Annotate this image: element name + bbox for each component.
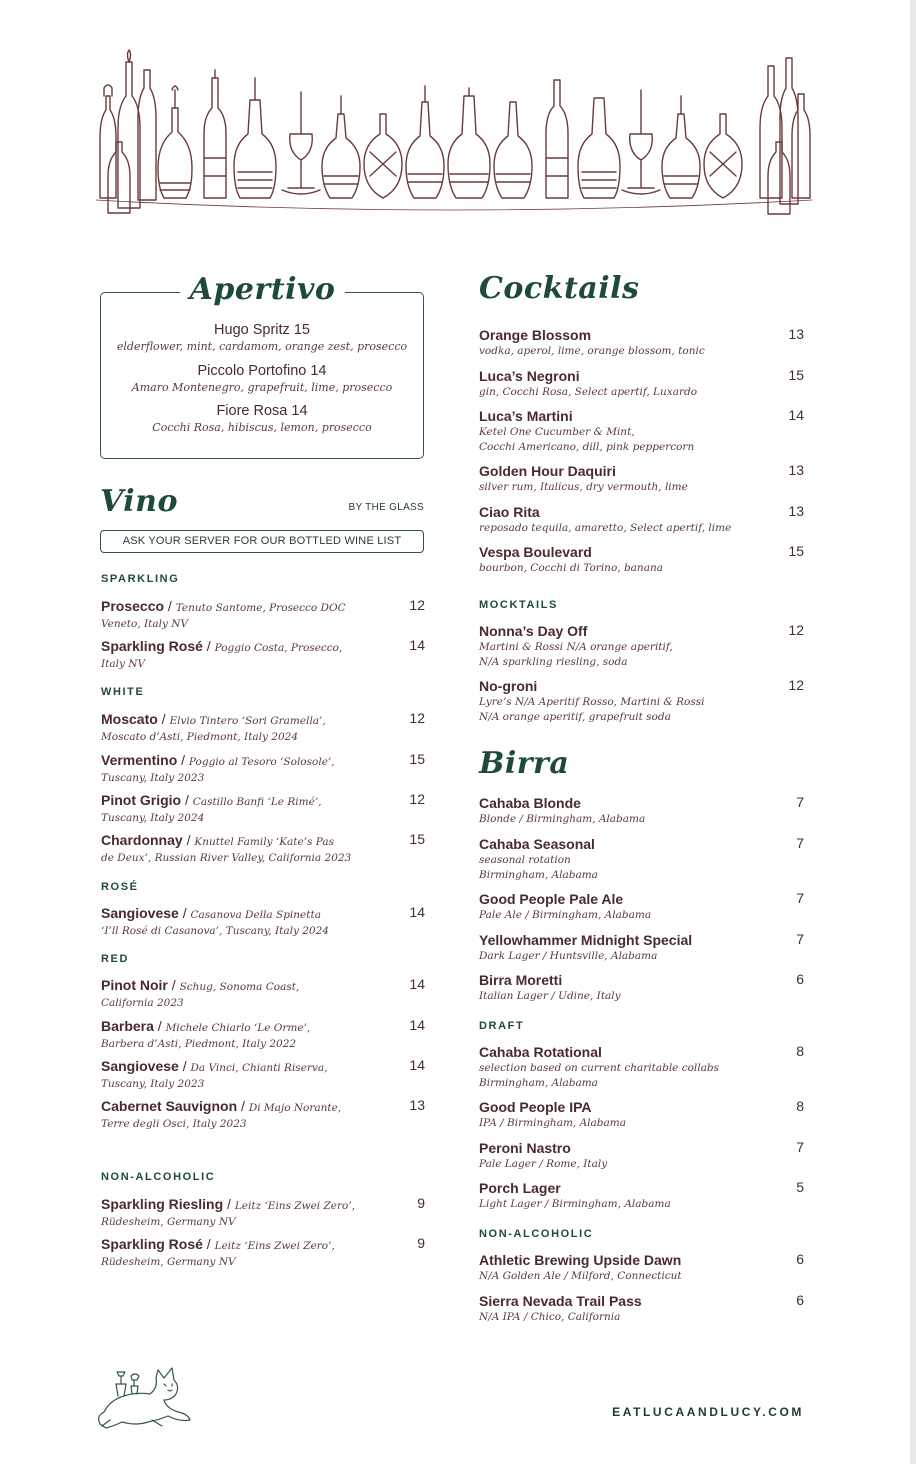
beer-price: 7 xyxy=(796,835,804,851)
beer-item xyxy=(479,890,804,923)
na-beer-price: 6 xyxy=(796,1292,804,1308)
beer-name: Birra Moretti xyxy=(479,972,563,988)
draft-desc: Light Lager / Birmingham, Alabama xyxy=(479,1198,671,1210)
wine-name: Moscato xyxy=(101,711,158,727)
beer-price: 7 xyxy=(796,931,804,947)
draft-name: Peroni Nastro xyxy=(479,1140,571,1156)
aperitivo-item-desc: elderflower, mint, cardamom, orange zest, prosecco xyxy=(116,340,408,353)
draft-name: Good People IPA xyxy=(479,1099,592,1115)
draft-desc: Pale Lager / Rome, Italy xyxy=(479,1158,608,1170)
wine-producer: Da Vinci, Chianti Riserva, xyxy=(190,1062,328,1074)
aperitivo-item-desc: Amaro Montenegro, grapefruit, lime, prosecco xyxy=(131,381,393,394)
wine-producer: Leitz ‘Eins Zwei Zero’, xyxy=(234,1200,356,1212)
aperitivo-title: Apertivo xyxy=(180,268,345,312)
by-the-glass-label: BY THE GLASS xyxy=(348,502,424,513)
cocktail-desc: silver rum, Italicus, dry vermouth, lime xyxy=(479,481,688,493)
wine-name: Barbera xyxy=(101,1018,154,1034)
wine-name: Sparkling Rosé xyxy=(101,638,203,654)
wine-producer: Schug, Sonoma Coast, xyxy=(179,981,300,993)
beer-desc: Pale Ale / Birmingham, Alabama xyxy=(479,909,652,921)
draft-desc: Birmingham, Alabama xyxy=(479,1077,598,1089)
cocktail-name: Ciao Rita xyxy=(479,504,540,520)
section-red: RED xyxy=(101,953,130,965)
wine-origin: Barbera d’Asti, Piedmont, Italy 2022 xyxy=(101,1038,297,1050)
section-beer-non-alcoholic: NON-ALCOHOLIC xyxy=(479,1228,594,1240)
wine-origin: de Deux’, Russian River Valley, California 2023 xyxy=(101,852,352,864)
cocktail-desc: bourbon, Cocchi di Torino, banana xyxy=(479,562,663,574)
birra-title: Birra xyxy=(479,746,570,781)
cocktail-price: 15 xyxy=(788,543,804,559)
draft-item xyxy=(479,1043,804,1091)
wine-price: 13 xyxy=(409,1097,425,1113)
beer-item xyxy=(479,835,804,883)
wine-name: Vermentino xyxy=(101,752,178,768)
wine-price: 9 xyxy=(417,1235,425,1251)
cocktail-name: Vespa Boulevard xyxy=(479,544,592,560)
cocktail-price: 13 xyxy=(788,462,804,478)
mocktail-price: 12 xyxy=(788,622,804,638)
cocktail-name: Orange Blossom xyxy=(479,327,592,343)
wine-price: 14 xyxy=(409,904,425,920)
wine-item: Vermentino / Poggio al Tesoro ‘Solosole’, 15 Tuscany, Italy 2023 xyxy=(101,751,425,784)
bottled-wine-notice: ASK YOUR SERVER FOR OUR BOTTLED WINE LIST xyxy=(100,530,424,553)
beer-desc: Birmingham, Alabama xyxy=(479,869,598,881)
beer-desc: Blonde / Birmingham, Alabama xyxy=(479,813,646,825)
wine-price: 14 xyxy=(409,976,425,992)
beer-name: Cahaba Blonde xyxy=(479,795,581,811)
section-mocktails: MOCKTAILS xyxy=(479,599,558,611)
wine-name: Sparkling Rosé xyxy=(101,1236,203,1252)
wine-name: Pinot Grigio xyxy=(101,792,182,808)
aperitivo-item-desc: Cocchi Rosa, hibiscus, lemon, prosecco xyxy=(152,421,372,434)
mocktail-item xyxy=(479,622,804,670)
cocktail-price: 13 xyxy=(788,326,804,342)
cocktail-item xyxy=(479,407,804,455)
cocktail-desc: reposado tequila, amaretto, Select apertif, lime xyxy=(479,522,732,534)
wine-producer: Knuttel Family ‘Kate’s Pas xyxy=(194,836,335,848)
draft-desc: IPA / Birmingham, Alabama xyxy=(479,1117,626,1129)
mocktail-name: Nonna’s Day Off xyxy=(479,623,588,639)
aperitivo-item xyxy=(100,402,424,435)
draft-price: 8 xyxy=(796,1098,804,1114)
wine-price: 14 xyxy=(409,637,425,653)
wine-name: Prosecco xyxy=(101,598,165,614)
aperitivo-item xyxy=(100,362,424,395)
wine-producer: Michele Chiarlo ‘Le Orme’, xyxy=(165,1022,311,1034)
wine-price: 12 xyxy=(409,791,425,807)
beer-price: 7 xyxy=(796,890,804,906)
cocktail-desc: Cocchi Americano, dill, pink peppercorn xyxy=(479,441,695,453)
mocktail-price: 12 xyxy=(788,677,804,693)
beer-item xyxy=(479,931,804,964)
wine-origin: Tuscany, Italy 2024 xyxy=(101,812,205,824)
wine-item: Pinot Noir / Schug, Sonoma Coast, 14 California 2023 xyxy=(101,976,425,1009)
wine-name: Chardonnay xyxy=(101,832,183,848)
draft-desc: selection based on current charitable collabs xyxy=(479,1062,720,1074)
wine-price: 14 xyxy=(409,1017,425,1033)
section-white: WHITE xyxy=(101,686,145,698)
section-rose: ROSÉ xyxy=(101,881,139,893)
wine-producer: Poggio al Tesoro ‘Solosole’, xyxy=(188,756,335,768)
draft-item xyxy=(479,1139,804,1172)
cocktail-price: 14 xyxy=(788,407,804,423)
wine-origin: Rüdesheim, Germany NV xyxy=(101,1216,236,1228)
cocktail-desc: gin, Cocchi Rosa, Select apertif, Luxardo xyxy=(479,386,698,398)
mocktail-desc: N/A orange aperitif, grapefruit soda xyxy=(479,711,671,723)
aperitivo-item-name: Piccolo Portofino 14 xyxy=(197,363,327,379)
section-sparkling: SPARKLING xyxy=(101,573,180,585)
wine-item: Pinot Grigio / Castillo Banfi ‘Le Rimé’, 12 Tuscany, Italy 2024 xyxy=(101,791,425,824)
beer-price: 7 xyxy=(796,794,804,810)
beer-price: 6 xyxy=(796,971,804,987)
website-link[interactable]: EATLUCAANDLUCY.COM xyxy=(612,1405,804,1419)
bottles-illustration xyxy=(92,48,816,220)
cocktail-price: 13 xyxy=(788,503,804,519)
wine-producer: Tenuto Santome, Prosecco DOC xyxy=(175,602,346,614)
cocktail-item xyxy=(479,543,804,576)
wine-item: Cabernet Sauvignon / Di Majo Norante, 13 Terre degli Osci, Italy 2023 xyxy=(101,1097,425,1130)
na-beer-desc: N/A Golden Ale / Milford, Connecticut xyxy=(479,1270,682,1282)
draft-item xyxy=(479,1098,804,1131)
wine-item: Sparkling Rosé / Leitz ‘Eins Zwei Zero’, 9 Rüdesheim, Germany NV xyxy=(101,1235,425,1268)
cocktail-desc: Ketel One Cucumber & Mint, xyxy=(479,426,635,438)
wine-price: 9 xyxy=(417,1195,425,1211)
wine-item: Moscato / Elvio Tintero ‘Sori Gramella’, 12 Moscato d’Asti, Piedmont, Italy 2024 xyxy=(101,710,425,743)
cocktail-item xyxy=(479,503,804,536)
wine-producer: Di Majo Norante, xyxy=(248,1102,342,1114)
wine-price: 15 xyxy=(409,831,425,847)
wine-producer: Poggio Costa, Prosecco, xyxy=(214,642,343,654)
mocktail-name: No-groni xyxy=(479,678,538,694)
aperitivo-item-name: Fiore Rosa 14 xyxy=(216,403,308,419)
wine-item: Prosecco / Tenuto Santome, Prosecco DOC 12 Veneto, Italy NV xyxy=(101,597,425,630)
wine-name: Cabernet Sauvignon xyxy=(101,1098,238,1114)
wine-item: Chardonnay / Knuttel Family ‘Kate’s Pas 15 de Deux’, Russian River Valley, California 2023 xyxy=(101,831,425,864)
wine-origin: Veneto, Italy NV xyxy=(101,618,189,630)
cocktail-name: Luca’s Martini xyxy=(479,408,573,424)
wine-producer: Castillo Banfi ‘Le Rimé’, xyxy=(192,796,322,808)
wine-producer: Leitz ‘Eins Zwei Zero’, xyxy=(214,1240,335,1252)
beer-desc: Dark Lager / Huntsville, Alabama xyxy=(479,950,658,962)
wine-item: Sparkling Rosé / Poggio Costa, Prosecco, 14 Italy NV xyxy=(101,637,425,670)
wine-producer: Casanova Della Spinetta xyxy=(190,909,321,921)
draft-name: Porch Lager xyxy=(479,1180,561,1196)
na-beer-item xyxy=(479,1251,804,1284)
wine-origin: Rüdesheim, Germany NV xyxy=(101,1256,236,1268)
cocktail-desc: vodka, aperol, lime, orange blossom, tonic xyxy=(479,345,705,357)
wine-item: Sangiovese / Casanova Della Spinetta 14 ‘I’ll Rosé di Casanova’, Tuscany, Italy 2024 xyxy=(101,904,425,937)
wine-name: Sangiovese xyxy=(101,905,179,921)
draft-price: 7 xyxy=(796,1139,804,1155)
beer-item xyxy=(479,794,804,827)
wine-name: Pinot Noir xyxy=(101,977,168,993)
cocktail-price: 15 xyxy=(788,367,804,383)
draft-name: Cahaba Rotational xyxy=(479,1044,602,1060)
mocktail-desc: Lyre’s N/A Aperitif Rosso, Martini & Rossi xyxy=(479,696,705,708)
wine-item: Sangiovese / Da Vinci, Chianti Riserva, 14 Tuscany, Italy 2023 xyxy=(101,1057,425,1090)
cocktail-item xyxy=(479,326,804,359)
beer-desc: seasonal rotation xyxy=(479,854,571,866)
wine-name: Sangiovese xyxy=(101,1058,179,1074)
wine-item: Sparkling Riesling / Leitz ‘Eins Zwei Zero’, 9 Rüdesheim, Germany NV xyxy=(101,1195,425,1228)
beer-name: Good People Pale Ale xyxy=(479,891,624,907)
wine-name: Sparkling Riesling xyxy=(101,1196,224,1212)
section-wine-non-alcoholic: NON-ALCOHOLIC xyxy=(101,1171,216,1183)
na-beer-price: 6 xyxy=(796,1251,804,1267)
beer-desc: Italian Lager / Udine, Italy xyxy=(479,990,621,1002)
na-beer-item xyxy=(479,1292,804,1325)
section-draft: DRAFT xyxy=(479,1020,525,1032)
mocktail-desc: N/A sparkling riesling, soda xyxy=(479,656,628,668)
na-beer-name: Athletic Brewing Upside Dawn xyxy=(479,1252,682,1268)
dog-illustration xyxy=(92,1362,196,1432)
wine-origin: Moscato d’Asti, Piedmont, Italy 2024 xyxy=(101,731,299,743)
wine-origin: Tuscany, Italy 2023 xyxy=(101,1078,205,1090)
beer-name: Yellowhammer Midnight Special xyxy=(479,932,693,948)
mocktail-item xyxy=(479,677,804,725)
wine-origin: Italy NV xyxy=(101,658,146,670)
cocktail-name: Golden Hour Daquiri xyxy=(479,463,616,479)
wine-price: 14 xyxy=(409,1057,425,1073)
cocktail-name: Luca’s Negroni xyxy=(479,368,580,384)
wine-item: Barbera / Michele Chiarlo ‘Le Orme’, 14 Barbera d’Asti, Piedmont, Italy 2022 xyxy=(101,1017,425,1050)
aperitivo-item xyxy=(100,321,424,354)
draft-price: 8 xyxy=(796,1043,804,1059)
wine-price: 12 xyxy=(409,710,425,726)
aperitivo-item-name: Hugo Spritz 15 xyxy=(214,322,310,338)
wine-origin: Terre degli Osci, Italy 2023 xyxy=(101,1118,247,1130)
cocktail-item xyxy=(479,367,804,400)
wine-price: 15 xyxy=(409,751,425,767)
na-beer-name: Sierra Nevada Trail Pass xyxy=(479,1293,642,1309)
wine-producer: Elvio Tintero ‘Sori Gramella’, xyxy=(169,715,326,727)
wine-origin: Tuscany, Italy 2023 xyxy=(101,772,205,784)
mocktail-desc: Martini & Rossi N/A orange aperitif, xyxy=(479,641,673,653)
vino-title: Vino xyxy=(100,484,178,519)
draft-price: 5 xyxy=(796,1179,804,1195)
cocktail-item xyxy=(479,462,804,495)
beer-item xyxy=(479,971,804,1004)
wine-price: 12 xyxy=(409,597,425,613)
page-edge xyxy=(910,0,916,1464)
wine-origin: California 2023 xyxy=(101,997,184,1009)
na-beer-desc: N/A IPA / Chico, California xyxy=(479,1311,621,1323)
cocktails-title: Cocktails xyxy=(479,271,640,306)
beer-name: Cahaba Seasonal xyxy=(479,836,595,852)
draft-item xyxy=(479,1179,804,1212)
wine-origin: ‘I’ll Rosé di Casanova’, Tuscany, Italy 2024 xyxy=(101,925,329,937)
